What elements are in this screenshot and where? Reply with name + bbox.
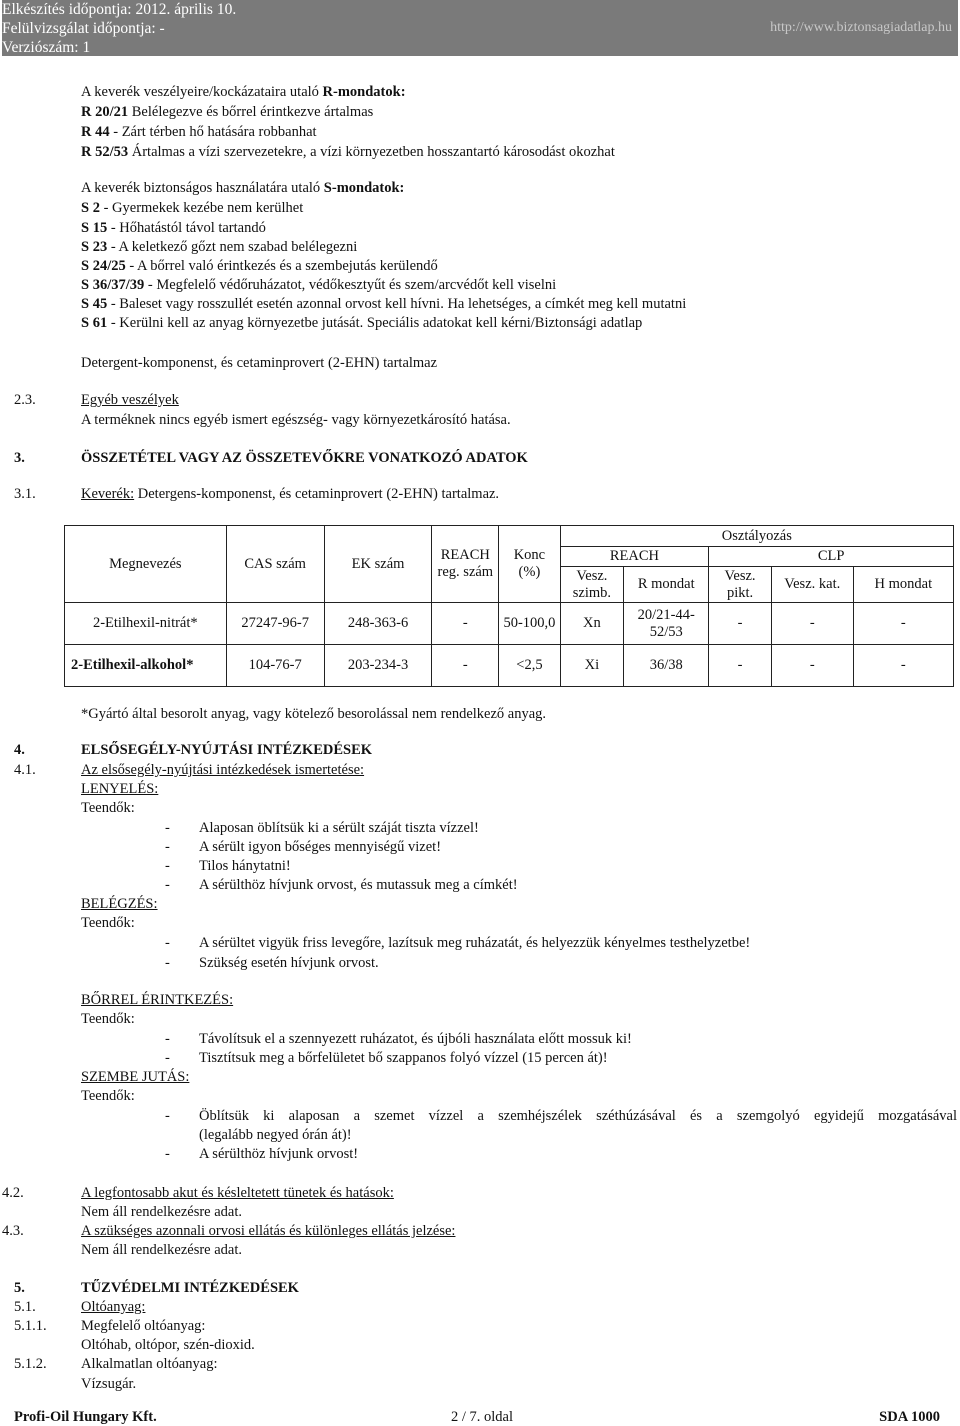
list-item: Távolítsuk el a szennyezett ruházatot, és újbóli használata előtt mossuk ki! bbox=[199, 1031, 632, 1047]
cell-pikt: - bbox=[709, 603, 771, 645]
header-classification: Osztályozás bbox=[560, 526, 953, 547]
header-reach: REACH bbox=[560, 547, 709, 567]
cell-name: 2-Etilhexil-nitrát* bbox=[65, 603, 227, 645]
section-heading: TŰZVÉDELMI INTÉZKEDÉSEK bbox=[81, 1280, 299, 1296]
subsection-title: SZEMBE JUTÁS: bbox=[81, 1069, 190, 1085]
r-intro-bold: R-mondatok: bbox=[322, 84, 406, 100]
section-number: 2.3. bbox=[14, 392, 36, 408]
r-code: R 52/53 bbox=[81, 144, 129, 160]
revision-date: Felülvizsgálat időpontja: - bbox=[2, 20, 165, 37]
header-konc: Konc (%) bbox=[499, 526, 560, 603]
s-text: - Kerülni kell az anyag környezetbe jutását. Speciális adatokat kell kérni/Biztonsági adatlap bbox=[107, 315, 643, 331]
r-phrase bbox=[81, 144, 615, 161]
section-heading: ÖSSZETÉTEL VAGY AZ ÖSSZETEVŐKRE VONATKOZÓ ADATOK bbox=[81, 450, 528, 466]
footer-company: Profi-Oil Hungary Kft. bbox=[14, 1409, 157, 1425]
bullet-dash: - bbox=[165, 955, 170, 971]
subsection-title: BŐRREL ÉRINTKEZÉS: bbox=[81, 992, 234, 1008]
header-url[interactable]: http://www.biztonsagiadatlap.hu bbox=[770, 20, 952, 35]
section-number: 5.1. bbox=[14, 1299, 36, 1315]
s-phrase bbox=[81, 296, 686, 313]
section-title: A szükséges azonnali orvosi ellátás és különleges ellátás jelzése: bbox=[81, 1223, 456, 1239]
bullet-dash: - bbox=[165, 1031, 170, 1047]
r-text: Belélegezve és bőrrel érintkezve ártalmas bbox=[128, 104, 374, 120]
s-phrase bbox=[81, 200, 303, 217]
cell-pikt: - bbox=[709, 645, 771, 687]
s-code: S 24/25 bbox=[81, 258, 126, 274]
list-item: A sérült igyon bőséges mennyiségű vizet! bbox=[199, 839, 442, 855]
cell-h: - bbox=[853, 603, 953, 645]
detergent-note: Detergent-komponenst, és cetaminprovert (2-EHN) tartalmaz bbox=[81, 355, 438, 371]
list-item: A sérülthöz hívjunk orvost! bbox=[199, 1146, 359, 1162]
section-number: 4.3. bbox=[2, 1223, 24, 1239]
header-name: Megnevezés bbox=[65, 526, 227, 603]
s-text: - Megfelelő védőruházatot, védőkesztyűt és szem/arcvédőt kell viselni bbox=[144, 277, 557, 293]
header-vesz-kat: Vesz. kat. bbox=[771, 567, 853, 603]
s-code: S 45 bbox=[81, 296, 108, 312]
todo-label: Teendők: bbox=[81, 1011, 135, 1027]
header-vesz-pikt: Vesz. pikt. bbox=[709, 567, 771, 603]
todo-label: Teendők: bbox=[81, 1088, 135, 1104]
section-number: 4.1. bbox=[14, 762, 36, 778]
r-intro-text: A keverék veszélyeire/kockázataira utaló bbox=[81, 84, 323, 100]
section-text: Detergens-komponenst, és cetaminprovert (2-EHN) tartalmaz. bbox=[134, 486, 500, 502]
bullet-dash: - bbox=[165, 839, 170, 855]
s-phrase bbox=[81, 258, 438, 275]
section-title: Egyéb veszélyek bbox=[81, 392, 179, 408]
bullet-dash: - bbox=[165, 858, 170, 874]
version: Verziószám: 1 bbox=[2, 39, 91, 56]
section-number: 4. bbox=[14, 742, 25, 758]
list-item: Tilos hánytatni! bbox=[199, 858, 291, 874]
subsection-title: BELÉGZÉS: bbox=[81, 896, 158, 912]
section-text: A terméknek nincs egyéb ismert egészség- vagy környezetkárosító hatása. bbox=[81, 412, 511, 428]
cell-reach: - bbox=[432, 603, 499, 645]
r-phrases-intro bbox=[81, 84, 406, 101]
s-phrase bbox=[81, 277, 556, 294]
section-text: Oltóhab, oltópor, szén-dioxid. bbox=[81, 1337, 255, 1353]
list-item: A sérültet vigyük friss levegőre, lazítsuk meg ruházatát, és helyezzük kényelmes testhelyzetbe! bbox=[199, 935, 751, 951]
section-title: Keverék: bbox=[81, 486, 135, 502]
header-reach-reg: REACH reg. szám bbox=[432, 526, 499, 603]
cell-kat: - bbox=[771, 645, 853, 687]
s-code: S 61 bbox=[81, 315, 108, 331]
section-text: Nem áll rendelkezésre adat. bbox=[81, 1242, 243, 1258]
s-code: S 2 bbox=[81, 200, 100, 216]
cell-szimb: Xi bbox=[560, 645, 624, 687]
list-item: Szükség esetén hívjunk orvost. bbox=[199, 955, 379, 971]
s-text: - Gyermekek kezébe nem kerülhet bbox=[99, 200, 304, 216]
cell-h: - bbox=[853, 645, 953, 687]
table-row bbox=[65, 603, 954, 645]
r-phrase bbox=[81, 124, 317, 141]
bullet-dash: - bbox=[165, 877, 170, 893]
table-footnote: *Gyártó által besorolt anyag, vagy kötelező besorolással nem rendelkező anyag. bbox=[81, 706, 547, 722]
cell-szimb: Xn bbox=[560, 603, 624, 645]
cell-cas: 27247-96-7 bbox=[226, 603, 324, 645]
header-r-mondat: R mondat bbox=[624, 567, 709, 603]
document-header bbox=[2, 0, 958, 56]
section-number: 5. bbox=[14, 1280, 25, 1296]
cell-r: 20/21-44-52/53 bbox=[624, 603, 709, 645]
todo-label: Teendők: bbox=[81, 800, 135, 816]
r-text: - Zárt térben hő hatására robbanhat bbox=[109, 124, 317, 140]
cell-r: 36/38 bbox=[624, 645, 709, 687]
bullet-dash: - bbox=[165, 1146, 170, 1162]
s-code: S 23 bbox=[81, 239, 108, 255]
header-cas: CAS szám bbox=[226, 526, 324, 603]
cell-reach: - bbox=[432, 645, 499, 687]
todo-label: Teendők: bbox=[81, 915, 135, 931]
section-heading: ELSŐSEGÉLY-NYÚJTÁSI INTÉZKEDÉSEK bbox=[81, 742, 373, 758]
section-number: 3.1. bbox=[14, 486, 36, 502]
s-phrase bbox=[81, 315, 642, 332]
section-title: Oltóanyag: bbox=[81, 1299, 146, 1315]
section-title: Az elsősegély-nyújtási intézkedések ismertetése: bbox=[81, 762, 365, 778]
list-item: Öblítsük ki alaposan a szemet vízzel a szemhéjszélek széthúzásával és a szemgolyó egyidejű mozgatásával bbox=[199, 1108, 957, 1124]
s-intro-bold: S-mondatok: bbox=[323, 180, 405, 196]
s-text: - A bőrrel való érintkezés és a szembejutás kerülendő bbox=[125, 258, 438, 274]
r-phrase bbox=[81, 104, 373, 121]
s-text: - A keletkező gőzt nem szabad belélegezni bbox=[107, 239, 358, 255]
header-clp: CLP bbox=[709, 547, 954, 567]
r-code: R 44 bbox=[81, 124, 110, 140]
section-3-1-line bbox=[81, 486, 499, 503]
s-code: S 36/37/39 bbox=[81, 277, 145, 293]
r-text: Ártalmas a vízi szervezetekre, a vízi környezetben hosszantartó károsodást okozhat bbox=[128, 144, 615, 160]
header-h-mondat: H mondat bbox=[853, 567, 953, 603]
s-phrases-intro bbox=[81, 180, 404, 197]
header-left bbox=[2, 0, 236, 57]
list-item: Tisztítsuk meg a bőrfelületet bő szappanos folyó vízzel (15 percen át)! bbox=[199, 1050, 608, 1066]
s-code: S 15 bbox=[81, 220, 108, 236]
cell-ek: 203-234-3 bbox=[324, 645, 432, 687]
s-text: - Baleset vagy rosszullét esetén azonnal orvost kell hívni. Ha lehetséges, a címkét meg kell mutatni bbox=[107, 296, 687, 312]
cell-cas: 104-76-7 bbox=[226, 645, 324, 687]
list-item: A sérülthöz hívjunk orvost, és mutassuk meg a címkét! bbox=[199, 877, 518, 893]
footer-code: SDA 1000 bbox=[879, 1409, 940, 1425]
created-date: Elkészítés időpontja: 2012. április 10. bbox=[2, 1, 237, 18]
subsection-title: LENYELÉS: bbox=[81, 781, 159, 797]
bullet-dash: - bbox=[165, 1050, 170, 1066]
section-text: Vízsugár. bbox=[81, 1376, 137, 1392]
cell-konc: 50-100,0 bbox=[499, 603, 560, 645]
section-number: 5.1.1. bbox=[14, 1318, 47, 1334]
section-text: Nem áll rendelkezésre adat. bbox=[81, 1204, 243, 1220]
cell-kat: - bbox=[771, 603, 853, 645]
header-vesz-szimb: Vesz. szimb. bbox=[560, 567, 624, 603]
section-title: Alkalmatlan oltóanyag: bbox=[81, 1356, 218, 1372]
s-text: - Hőhatástól távol tartandó bbox=[107, 220, 266, 236]
bullet-dash: - bbox=[165, 1108, 170, 1124]
cell-konc: <2,5 bbox=[499, 645, 560, 687]
bullet-dash: - bbox=[165, 935, 170, 951]
r-code: R 20/21 bbox=[81, 104, 129, 120]
list-item: Alaposan öblítsük ki a sérült száját tiszta vízzel! bbox=[199, 820, 479, 836]
list-item-continuation: (legalább negyed órán át)! bbox=[199, 1127, 352, 1143]
s-phrase bbox=[81, 239, 357, 256]
cell-name: 2-Etilhexil-alkohol* bbox=[65, 645, 227, 687]
section-title: A legfontosabb akut és késleltetett tünetek és hatások: bbox=[81, 1185, 394, 1201]
footer-page: 2 / 7. oldal bbox=[451, 1409, 514, 1425]
section-number: 4.2. bbox=[2, 1185, 24, 1201]
composition-table bbox=[64, 525, 954, 687]
s-intro-text: A keverék biztonságos használatára utaló bbox=[81, 180, 324, 196]
cell-ek: 248-363-6 bbox=[324, 603, 432, 645]
section-title: Megfelelő oltóanyag: bbox=[81, 1318, 206, 1334]
table-row bbox=[65, 645, 954, 687]
s-phrase bbox=[81, 220, 266, 237]
bullet-dash: - bbox=[165, 820, 170, 836]
section-number: 3. bbox=[14, 450, 25, 466]
header-ek: EK szám bbox=[324, 526, 432, 603]
section-number: 5.1.2. bbox=[14, 1356, 47, 1372]
